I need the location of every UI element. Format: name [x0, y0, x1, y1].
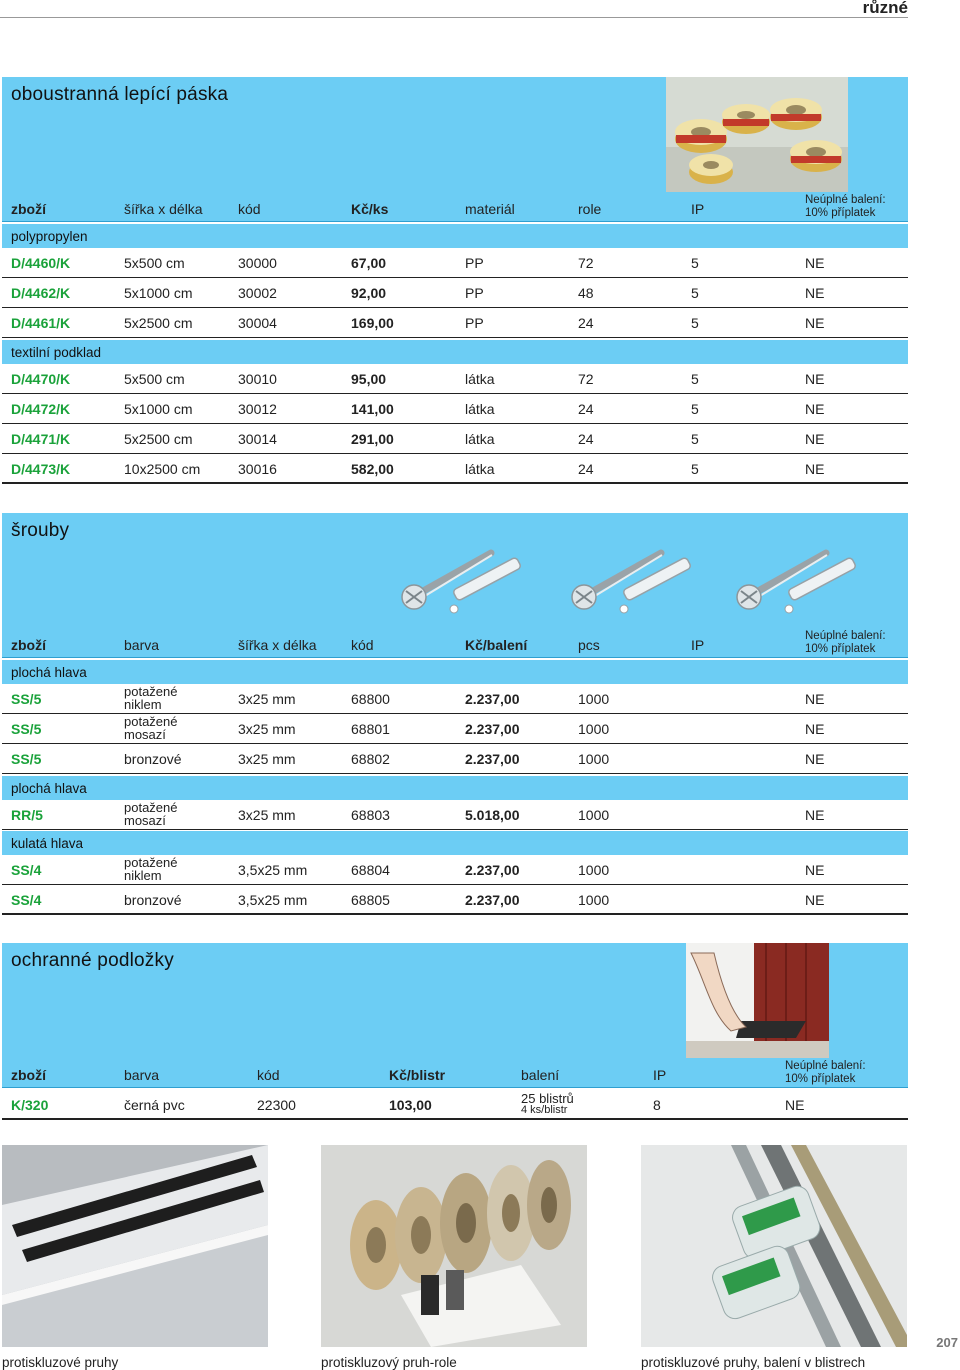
pcs: 1000	[578, 892, 610, 908]
incomplete-package-note: Neúplné balení: 10% příplatek	[805, 194, 886, 219]
role: 24	[578, 431, 594, 447]
size: 5x2500 cm	[124, 431, 193, 447]
screws-table-header	[2, 628, 908, 658]
role: 24	[578, 401, 594, 417]
header-divider	[0, 17, 908, 18]
product-code: D/4461/K	[11, 315, 71, 331]
col-color: barva	[124, 637, 160, 653]
incomplete-flag: NE	[805, 285, 825, 301]
col-pcs: pcs	[578, 637, 600, 653]
col-color: barva	[124, 1067, 160, 1083]
code: 68801	[351, 721, 390, 737]
size: 5x500 cm	[124, 371, 185, 387]
table-row	[2, 424, 908, 454]
tape-table-header	[2, 192, 908, 222]
col-code: kód	[238, 201, 261, 217]
pcs: 1000	[578, 751, 610, 767]
product-code: K/320	[11, 1097, 49, 1113]
col-packaging: balení	[521, 1067, 560, 1083]
product-code: SS/5	[11, 721, 42, 737]
ip: 5	[691, 255, 699, 271]
size: 10x2500 cm	[124, 461, 201, 477]
material: PP	[465, 255, 484, 271]
tape-photo	[666, 77, 848, 192]
pads-section	[2, 943, 908, 1123]
col-price: Kč/ks	[351, 201, 389, 217]
col-material: materiál	[465, 201, 515, 217]
packaging-sub: 4 ks/blistr	[521, 1104, 568, 1116]
product-code: SS/5	[11, 691, 42, 707]
size: 3x25 mm	[238, 691, 296, 707]
col-price: Kč/blistr	[389, 1067, 446, 1083]
code: 30014	[238, 431, 277, 447]
category-label: kulatá hlava	[11, 836, 84, 851]
code: 68800	[351, 691, 390, 707]
col-code: kód	[257, 1067, 280, 1083]
ip: 5	[691, 285, 699, 301]
price: 103,00	[389, 1097, 432, 1113]
antislip-strips-photo	[2, 1145, 268, 1347]
color: potažené mosazí	[124, 800, 178, 828]
size: 3x25 mm	[238, 751, 296, 767]
table-row	[2, 1090, 908, 1120]
table-row	[2, 684, 908, 714]
table-row	[2, 308, 908, 338]
size: 5x500 cm	[124, 255, 185, 271]
color: potažené niklem	[124, 684, 178, 712]
price: 141,00	[351, 401, 394, 417]
caption-strips: protiskluzové pruhy	[2, 1355, 119, 1370]
caption-blister: protiskluzové pruhy, balení v blistrech	[641, 1355, 866, 1370]
col-size: šířka x délka	[238, 637, 317, 653]
incomplete-flag: NE	[805, 721, 825, 737]
category-label: textilní podklad	[11, 345, 102, 360]
caption-roll: protiskluzový pruh-role	[321, 1355, 457, 1370]
category-label: plochá hlava	[11, 781, 87, 796]
pcs: 1000	[578, 721, 610, 737]
size: 3x25 mm	[238, 721, 296, 737]
material: PP	[465, 285, 484, 301]
pads-photo	[686, 943, 829, 1058]
col-role: role	[578, 201, 602, 217]
color: potažené niklem	[124, 855, 178, 883]
product-code: SS/4	[11, 892, 42, 908]
size: 5x1000 cm	[124, 401, 193, 417]
col-ip: IP	[653, 1067, 667, 1083]
size: 3x25 mm	[238, 807, 296, 823]
price: 67,00	[351, 255, 387, 271]
category-row	[2, 340, 908, 364]
code: 30010	[238, 371, 277, 387]
code: 30000	[238, 255, 277, 271]
incomplete-package-note: Neúplné balení: 10% příplatek	[785, 1060, 866, 1085]
category-label: plochá hlava	[11, 665, 87, 680]
product-code: RR/5	[11, 807, 43, 823]
ip: 5	[691, 461, 699, 477]
table-row	[2, 885, 908, 915]
price: 2.237,00	[465, 892, 520, 908]
price: 2.237,00	[465, 751, 520, 767]
product-code: D/4460/K	[11, 255, 71, 271]
table-row	[2, 278, 908, 308]
product-code: SS/5	[11, 751, 42, 767]
price: 169,00	[351, 315, 394, 331]
page-number: 207	[936, 1335, 958, 1350]
code: 30012	[238, 401, 277, 417]
role: 72	[578, 371, 594, 387]
price: 2.237,00	[465, 691, 520, 707]
ip: 5	[691, 371, 699, 387]
price: 582,00	[351, 461, 394, 477]
incomplete-flag: NE	[805, 862, 825, 878]
table-row	[2, 454, 908, 484]
price: 2.237,00	[465, 721, 520, 737]
table-row	[2, 364, 908, 394]
code: 30002	[238, 285, 277, 301]
product-code: SS/4	[11, 862, 42, 878]
col-code: kód	[351, 637, 374, 653]
price: 92,00	[351, 285, 387, 301]
incomplete-flag: NE	[805, 892, 825, 908]
category-row	[2, 831, 908, 855]
role: 24	[578, 315, 594, 331]
product-code: D/4470/K	[11, 371, 71, 387]
incomplete-flag: NE	[805, 691, 825, 707]
code: 68804	[351, 862, 390, 878]
tape-title: oboustranná lepící páska	[11, 84, 229, 105]
screws-title: šrouby	[11, 520, 70, 541]
table-row	[2, 855, 908, 885]
pads-title: ochranné podložky	[11, 950, 174, 971]
col-ip: IP	[691, 201, 705, 217]
table-row	[2, 744, 908, 774]
incomplete-flag: NE	[805, 751, 825, 767]
incomplete-flag: NE	[805, 255, 825, 271]
material: látka	[465, 431, 495, 447]
col-zbozi: zboží	[11, 637, 46, 653]
code: 30016	[238, 461, 277, 477]
incomplete-flag: NE	[805, 371, 825, 387]
size: 5x1000 cm	[124, 285, 193, 301]
price: 95,00	[351, 371, 387, 387]
role: 24	[578, 461, 594, 477]
size: 3,5x25 mm	[238, 862, 308, 878]
code: 30004	[238, 315, 277, 331]
product-code: D/4473/K	[11, 461, 71, 477]
material: látka	[465, 401, 495, 417]
incomplete-flag: NE	[785, 1097, 805, 1113]
color: potažené mosazí	[124, 714, 178, 742]
col-size: šířka x délka	[124, 201, 203, 217]
screws-section	[2, 513, 908, 918]
pads-table-header	[2, 1058, 908, 1088]
ip: 5	[691, 315, 699, 331]
code: 68803	[351, 807, 390, 823]
table-row	[2, 800, 908, 830]
table-row	[2, 714, 908, 744]
incomplete-flag: NE	[805, 807, 825, 823]
size: 5x2500 cm	[124, 315, 193, 331]
antislip-blister-photo	[641, 1145, 907, 1347]
category-label: polypropylen	[11, 229, 88, 244]
screws-photo	[396, 525, 908, 625]
table-row	[2, 394, 908, 424]
role: 48	[578, 285, 594, 301]
code: 68802	[351, 751, 390, 767]
price: 291,00	[351, 431, 394, 447]
col-zbozi: zboží	[11, 201, 46, 217]
pcs: 1000	[578, 807, 610, 823]
antislip-roll-photo	[321, 1145, 587, 1347]
code: 68805	[351, 892, 390, 908]
section-title: různé	[862, 0, 908, 17]
product-code: D/4472/K	[11, 401, 71, 417]
color: bronzové	[124, 751, 182, 767]
product-code: D/4462/K	[11, 285, 71, 301]
ip: 5	[691, 401, 699, 417]
color: bronzové	[124, 892, 182, 908]
material: látka	[465, 461, 495, 477]
code: 22300	[257, 1097, 296, 1113]
category-row	[2, 660, 908, 684]
packaging-main: 25 blistrů	[521, 1091, 574, 1106]
size: 3,5x25 mm	[238, 892, 308, 908]
col-price: Kč/balení	[465, 637, 528, 653]
incomplete-flag: NE	[805, 315, 825, 331]
incomplete-flag: NE	[805, 401, 825, 417]
col-zbozi: zboží	[11, 1067, 46, 1083]
price: 5.018,00	[465, 807, 520, 823]
col-ip: IP	[691, 637, 705, 653]
pcs: 1000	[578, 691, 610, 707]
tape-section	[2, 77, 908, 487]
price: 2.237,00	[465, 862, 520, 878]
role: 72	[578, 255, 594, 271]
ip: 5	[691, 431, 699, 447]
material: látka	[465, 371, 495, 387]
category-row	[2, 224, 908, 248]
table-row	[2, 248, 908, 278]
category-row	[2, 776, 908, 800]
incomplete-package-note: Neúplné balení: 10% příplatek	[805, 630, 886, 655]
incomplete-flag: NE	[805, 431, 825, 447]
material: PP	[465, 315, 484, 331]
pcs: 1000	[578, 862, 610, 878]
product-code: D/4471/K	[11, 431, 71, 447]
color: černá pvc	[124, 1097, 185, 1113]
incomplete-flag: NE	[805, 461, 825, 477]
ip: 8	[653, 1097, 661, 1113]
